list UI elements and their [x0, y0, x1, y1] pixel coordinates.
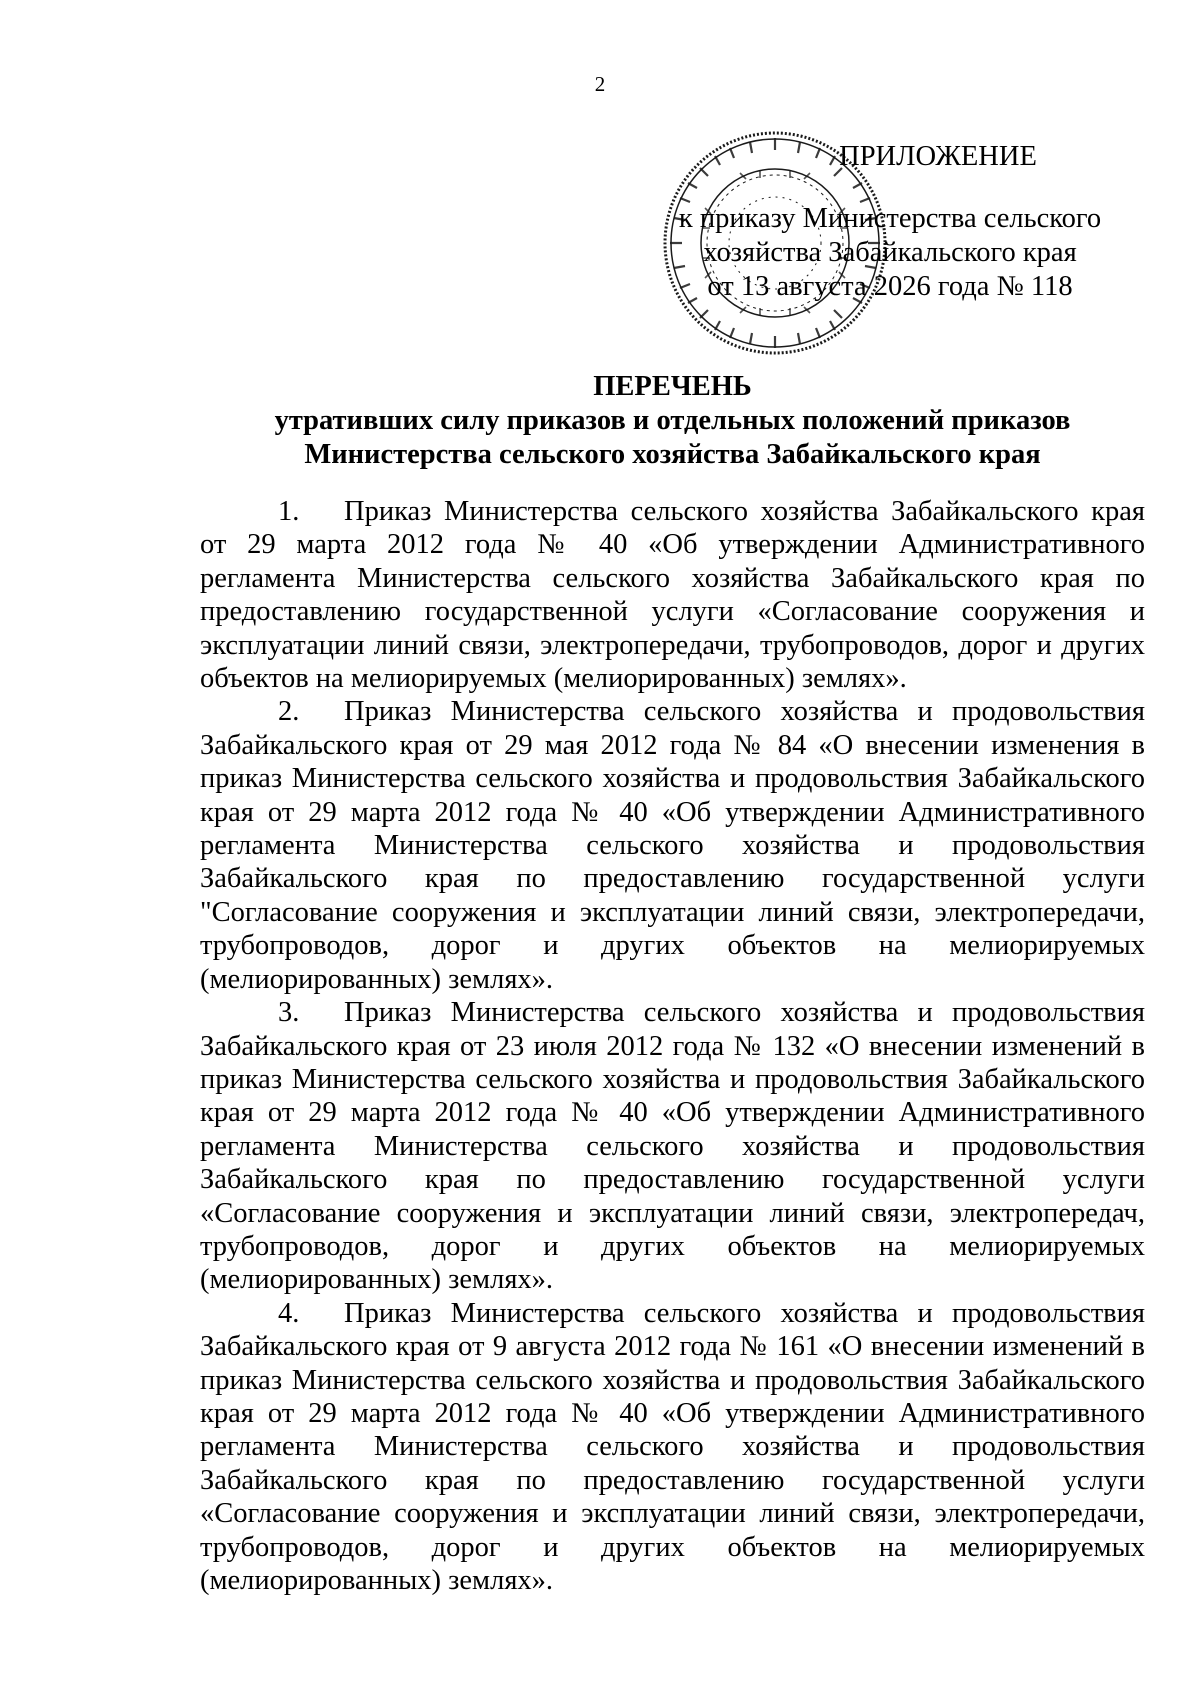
list-item-text: Приказ Министерства сельского хозяйства и продовольствия Забайкальского края от 9 августа 2012 года № 161 «О внесении изменений в приказ Министерства сельского хозяйства и продовольствия Забайкальского края от 29 марта 2012 года № 40 «Об утверждении Административного регламента Министерства сельского хозяйства и продовольствия Забайкальского края по предоставлению государственной услуги «Согласование сооружения и эксплуатации линий связи, электропередачи, трубопроводов, дорог и других объектов на мелиорируемых (мелиорированных) землях».: [200, 1297, 1145, 1596]
page-number: 2: [594, 72, 606, 96]
list-item-number: 4.: [278, 1297, 300, 1329]
appendix-line-ministry: хозяйства Забайкальского края: [703, 237, 1077, 268]
title-line-1: ПЕРЕЧЕНЬ: [593, 371, 752, 402]
list-item-number: 3.: [278, 997, 300, 1029]
list-item-text: Приказ Министерства сельского хозяйства Забайкальского края от 29 марта 2012 года № 40 «Об утверждении Административного регламента Министерства сельского хозяйства Забайкальского края по предоставлению государственной услуги «Согласование сооружения и эксплуатации линий связи, электропередачи, трубопроводов, дорог и других объектов на мелиорируемых (мелиорированных) землях».: [200, 496, 1145, 695]
list-item: [200, 996, 1145, 1297]
list-item-text: Приказ Министерства сельского хозяйства и продовольствия Забайкальского края от 23 июля 2012 года № 132 «О внесении изменений в приказ Министерства сельского хозяйства и продовольствия Забайкальского края от 29 марта 2012 года № 40 «Об утверждении Административного регламента Министерства сельского хозяйства и продовольствия Забайкальского края по предоставлению государственной услуги «Согласование сооружения и эксплуатации линий связи, электропередач, трубопроводов, дорог и других объектов на мелиорируемых (мелиорированных) землях».: [200, 997, 1145, 1296]
list-item-number: 2.: [278, 696, 300, 728]
appendix-line-date: от 13 августа 2026 года № 118: [707, 271, 1073, 302]
list-item-text: Приказ Министерства сельского хозяйства и продовольствия Забайкальского края от 29 мая 2012 года № 84 «О внесении изменения в приказ Министерства сельского хозяйства и продовольствия Забайкальского края от 29 марта 2012 года № 40 «Об утверждении Административного регламента Министерства сельского хозяйства и продовольствия Забайкальского края по предоставлению государственной услуги "Согласование сооружения и эксплуатации линий связи, электропередачи, трубопроводов, дорог и других объектов на мелиорируемых (мелиорированных) землях».: [200, 696, 1145, 995]
appendix-heading: ПРИЛОЖЕНИЕ: [839, 141, 1037, 172]
list-item: [200, 695, 1145, 996]
document-title: [200, 370, 1145, 472]
list-item: [200, 1297, 1145, 1598]
repealed-orders-list: [200, 495, 1145, 1597]
appendix-line-order: к приказу Министерства сельского: [678, 203, 1102, 234]
list-item-number: 1.: [278, 496, 300, 527]
list-item: [200, 495, 1145, 695]
appendix-block: [660, 140, 1120, 304]
title-line-3: Министерства сельского хозяйства Забайкальского края: [304, 439, 1041, 470]
title-line-2: утративших силу приказов и отдельных положений приказов: [274, 405, 1071, 436]
